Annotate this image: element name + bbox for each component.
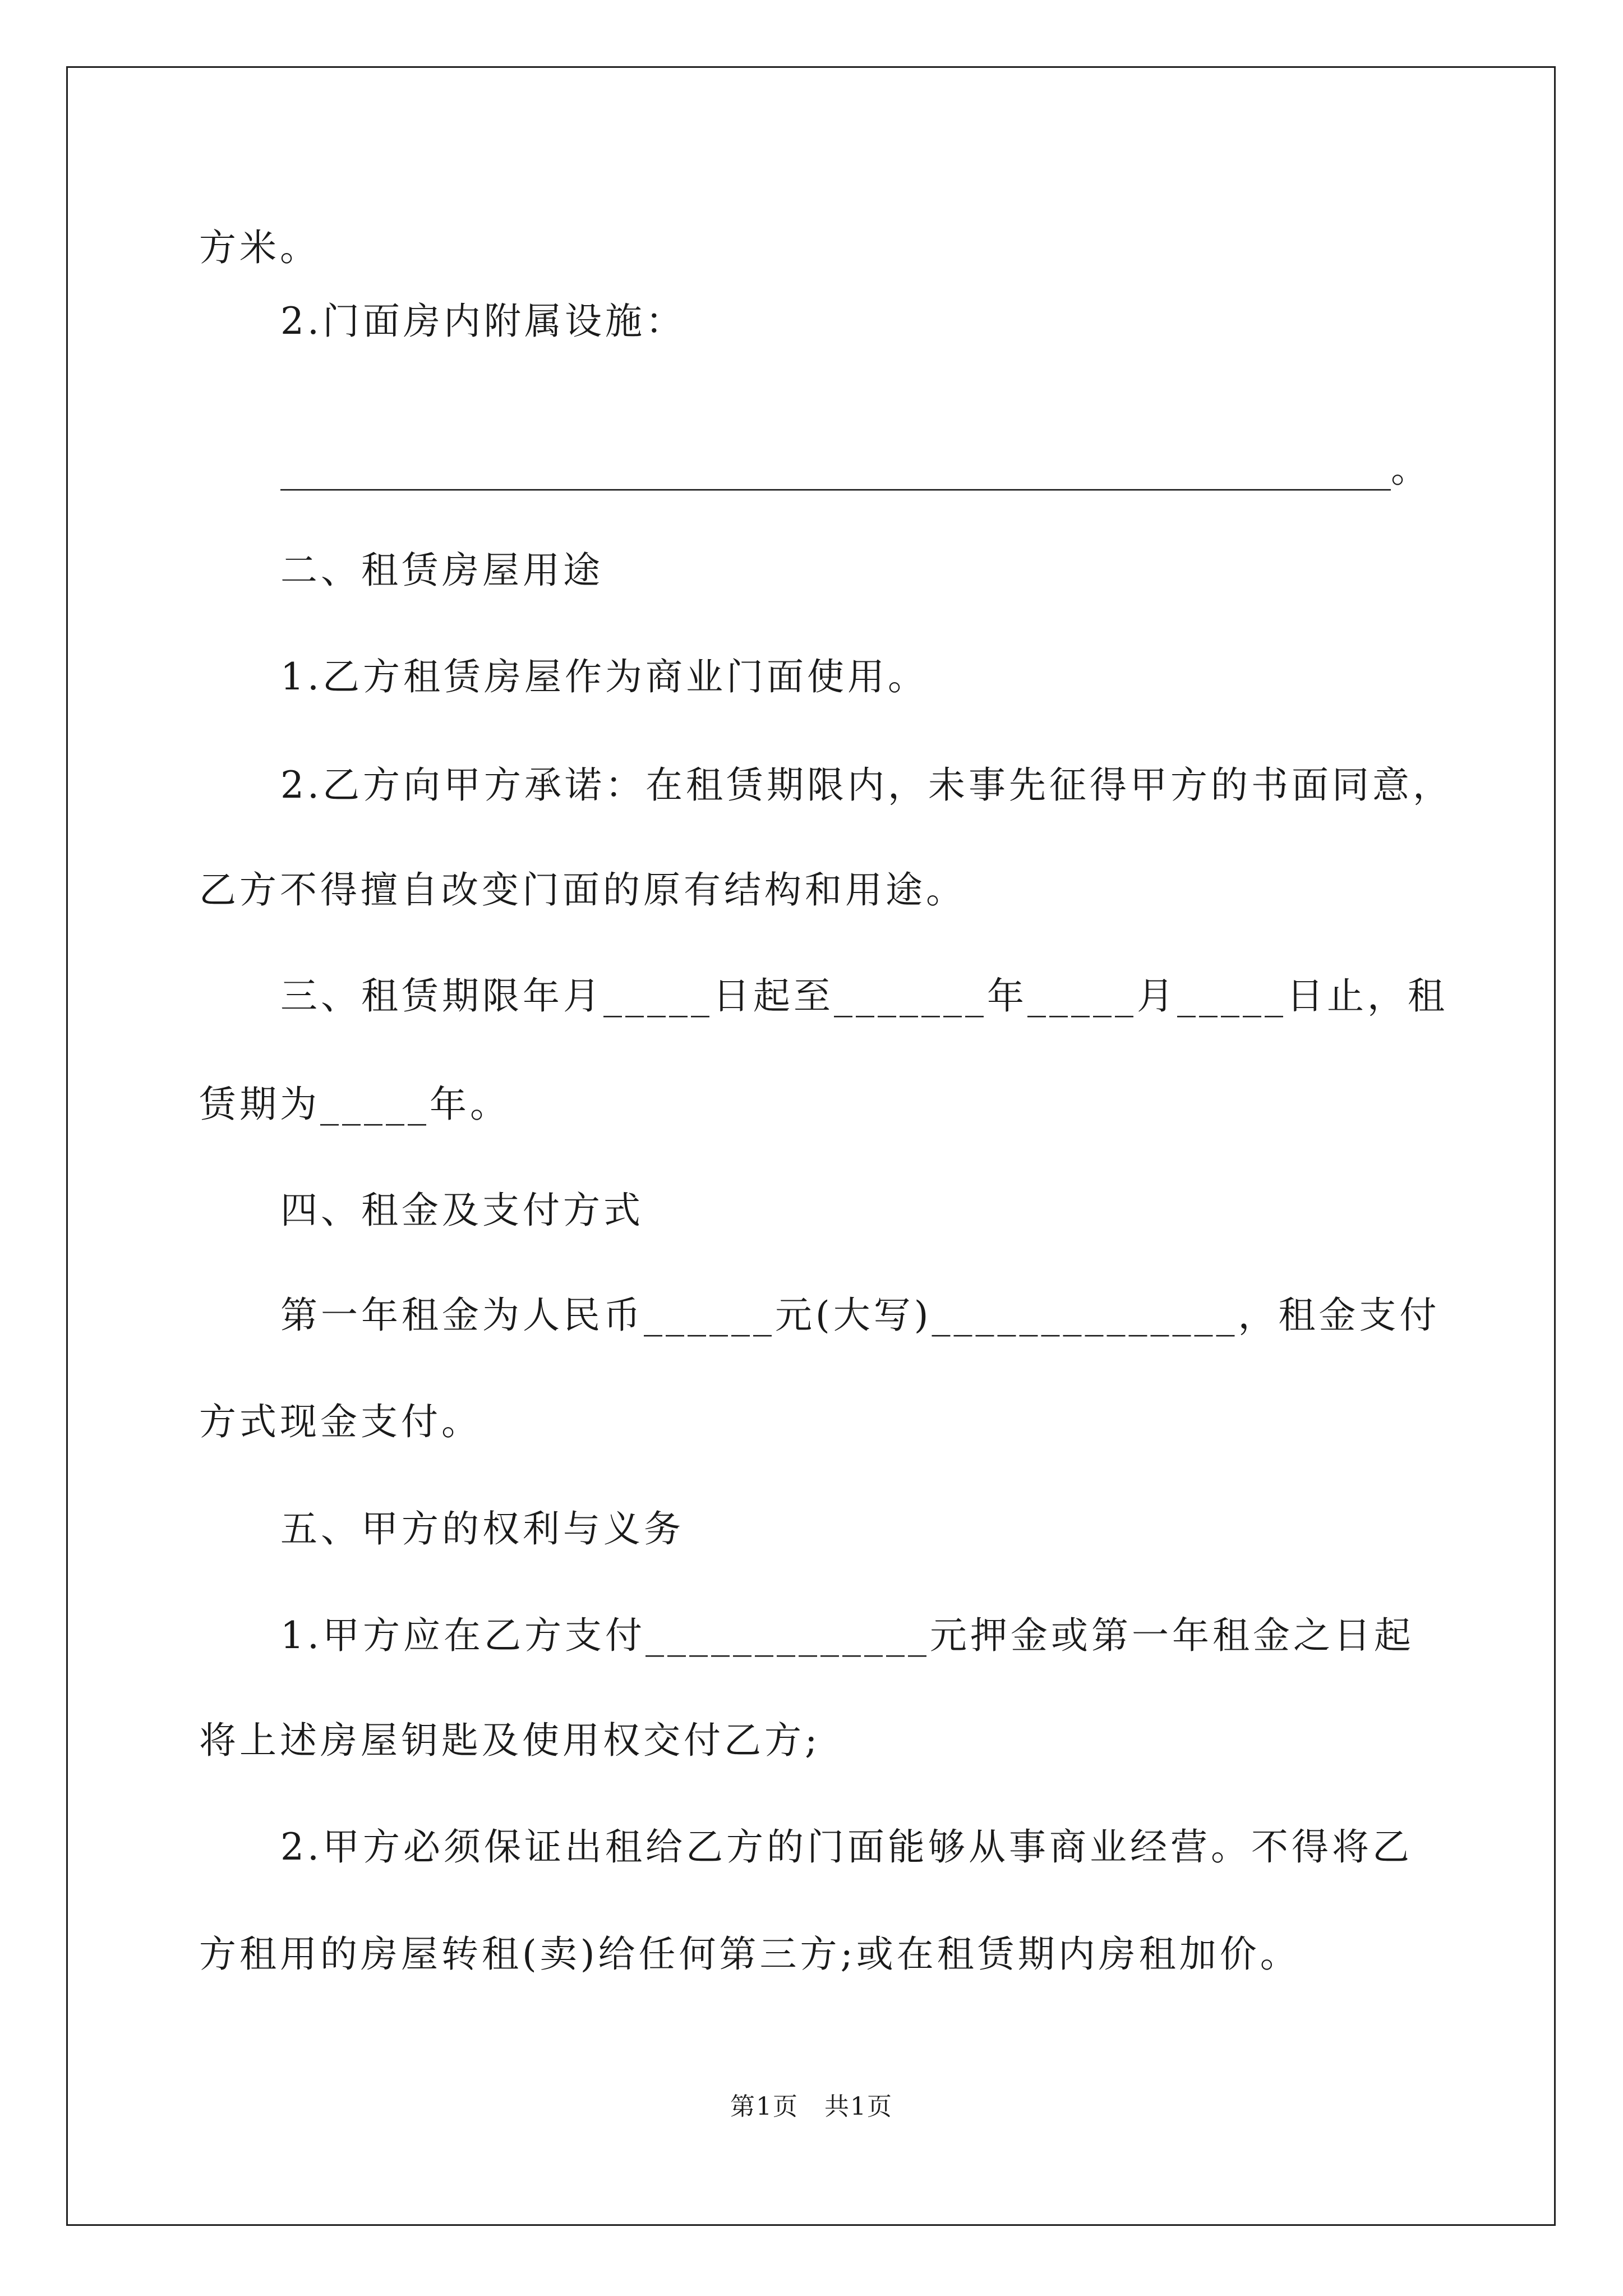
page-footer: 第1页 共1页 bbox=[730, 2092, 893, 2121]
section-heading-5: 五、甲方的权利与义务 bbox=[280, 1507, 684, 1550]
text-line-11: 第一年租金为人民币______元(大写)______________，租金支付 bbox=[280, 1294, 1440, 1337]
text-line-5: 1.乙方租赁房屋作为商业门面使用。 bbox=[280, 655, 928, 698]
text-line-14: 1.甲方应在乙方支付_____________元押金或第一年租金之日起 bbox=[280, 1614, 1414, 1657]
text-line-7: 乙方不得擅自改变门面的原有结构和用途。 bbox=[199, 868, 966, 912]
section-heading-3: 三、租赁期限年月_____日起至_______年_____月_____日止，租 bbox=[280, 974, 1448, 1018]
text-line-2: 2.门面房内附属设施： bbox=[280, 300, 686, 343]
page-border bbox=[66, 66, 1556, 2226]
blank-fill-line: ____________________________________________________________。 bbox=[280, 448, 1428, 491]
text-line-1: 方米。 bbox=[199, 226, 320, 269]
section-heading-4: 四、租金及支付方式 bbox=[280, 1189, 644, 1232]
text-line-15: 将上述房屋钥匙及使用权交付乙方; bbox=[199, 1719, 821, 1762]
text-line-16: 2.甲方必须保证出租给乙方的门面能够从事商业经营。不得将乙 bbox=[280, 1825, 1413, 1869]
text-line-6: 2.乙方向甲方承诺：在租赁期限内，未事先征得甲方的书面同意， bbox=[280, 763, 1453, 807]
text-line-12: 方式现金支付。 bbox=[199, 1400, 482, 1443]
section-heading-2: 二、租赁房屋用途 bbox=[280, 549, 603, 592]
text-line-17: 方租用的房屋转租(卖)给任何第三方;或在租赁期内房租加价。 bbox=[199, 1932, 1301, 1976]
text-line-9: 赁期为_____年。 bbox=[199, 1083, 510, 1126]
